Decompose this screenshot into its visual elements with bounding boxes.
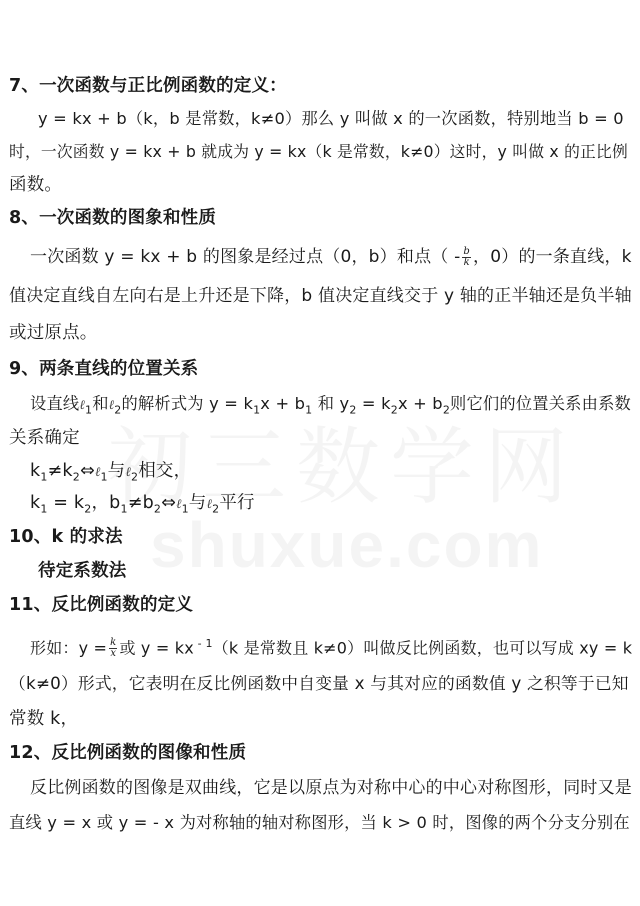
section-12-paragraph-line-1: 反比例函数的图像是双曲线，它是以原点为对称中心的中心对称图形，同时又是 — [30, 778, 632, 798]
subscript: 2 — [114, 403, 122, 417]
text-run: 和 — [92, 394, 109, 413]
ell-symbol: ℓ — [94, 465, 101, 480]
section-7-paragraph-line-2: 时，一次函数 y = kx + b 就成为 y = kx（k 是常数，k≠0）这时，y 叫做 x 的正比例 — [9, 142, 628, 161]
subscript: 2 — [390, 403, 398, 417]
section-10-paragraph: 待定系数法 — [38, 561, 127, 581]
subscript: 1 — [40, 502, 48, 516]
fraction-b-over-k — [462, 247, 471, 268]
text-run: 一次函数 y = kx + b 的图象是经过点（0，b）和点（ - — [30, 247, 461, 267]
subscript: 1 — [181, 502, 189, 516]
section-12-heading: 12、反比例函数的图像和性质 — [9, 743, 247, 763]
section-8-paragraph-line-2: 值决定直线自左向右是上升还是下降，b 值决定直线交于 y 轴的正半轴还是负半轴 — [9, 286, 632, 306]
section-8-heading: 8、一次函数的图象和性质 — [9, 208, 217, 228]
section-12-paragraph-line-2: 直线 y = x 或 y = - x 为对称轴的轴对称图形，当 k > 0 时，图像的两个分支分别在 — [9, 813, 630, 832]
text-run: 设直线 — [30, 394, 80, 413]
ell-symbol: ℓ — [108, 398, 115, 413]
text-run: 与 — [107, 461, 126, 481]
ell-symbol: ℓ — [125, 465, 131, 480]
section-11-heading: 11、反比例函数的定义 — [9, 595, 194, 615]
section-8-paragraph-line-3: 或过原点。 — [9, 323, 98, 343]
fraction-denominator: x — [110, 648, 117, 660]
ell-symbol: ℓ — [206, 497, 213, 512]
subscript: 1 — [40, 470, 48, 484]
text-run: = k — [47, 493, 85, 513]
subscript: 1 — [305, 403, 313, 417]
subscript: 2 — [72, 470, 80, 484]
text-run: ≠k — [47, 461, 73, 481]
section-11-paragraph-line-2: （k≠0）形式，它表明在反比例函数中自变量 x 与其对应的函数值 y 之积等于已知 — [9, 673, 629, 693]
section-8-paragraph-line-1 — [30, 242, 632, 272]
subscript: 2 — [84, 502, 92, 516]
text-run: 或 y = kx — [119, 638, 194, 658]
text-run: ，0）的一条直线，k — [473, 247, 632, 267]
subscript: 1 — [100, 470, 108, 484]
text-run: x + b — [397, 394, 443, 413]
text-run: 形如：y = — [30, 638, 108, 658]
iff-symbol: ⇔ — [79, 461, 95, 481]
text-run: k — [30, 461, 41, 481]
section-9-paragraph-line-1 — [30, 389, 631, 425]
iff-symbol: ⇔ — [161, 493, 176, 513]
section-11-paragraph-line-3: 常数 k， — [9, 709, 79, 729]
superscript: - 1 — [193, 637, 213, 650]
ell-symbol: ℓ — [79, 398, 85, 413]
section-9-heading: 9、两条直线的位置关系 — [9, 359, 199, 379]
subscript: 1 — [253, 403, 261, 417]
fraction-k-over-x — [109, 638, 117, 659]
fraction-numerator: b — [463, 245, 471, 257]
subscript: 2 — [212, 502, 220, 516]
subscript: 2 — [153, 502, 162, 516]
fraction-denominator: k — [463, 256, 470, 268]
ell-symbol: ℓ — [175, 497, 182, 512]
subscript: 1 — [84, 403, 93, 417]
text-run: ，b — [91, 493, 121, 513]
subscript: 2 — [442, 403, 451, 417]
text-run: 则它们的位置关系由系数 — [450, 394, 631, 413]
section-7-heading: 7、一次函数与正比例函数的定义： — [9, 76, 287, 96]
section-9-paragraph-line-2: 关系确定 — [9, 428, 80, 448]
text-run: 和 y — [312, 394, 350, 413]
text-run: （k 是常数且 k≠0）叫做反比例函数，也可以写成 xy = k — [212, 638, 633, 658]
text-run: 与 — [188, 493, 207, 513]
text-run: 平行 — [219, 493, 255, 513]
text-run: ≠b — [127, 493, 154, 513]
section-10-heading: 10、k 的求法 — [9, 527, 123, 547]
subscript: 2 — [130, 470, 139, 484]
section-9-parallel-condition — [30, 488, 255, 525]
text-run: = k — [356, 394, 391, 413]
section-7-paragraph-line-3: 函数。 — [9, 175, 63, 195]
section-7-paragraph-line-1: y = kx + b（k，b 是常数，k≠0）那么 y 叫做 x 的一次函数，特别地当 b = 0 — [38, 109, 624, 128]
subscript: 1 — [120, 502, 128, 516]
text-run: 相交， — [138, 461, 192, 481]
subscript: 2 — [349, 403, 357, 417]
fraction-numerator: k — [110, 637, 117, 649]
text-run: x + b — [260, 394, 306, 413]
text-run: 的解析式为 y = k — [121, 394, 254, 413]
section-11-paragraph-line-1 — [30, 629, 632, 663]
text-run: k — [30, 493, 41, 513]
